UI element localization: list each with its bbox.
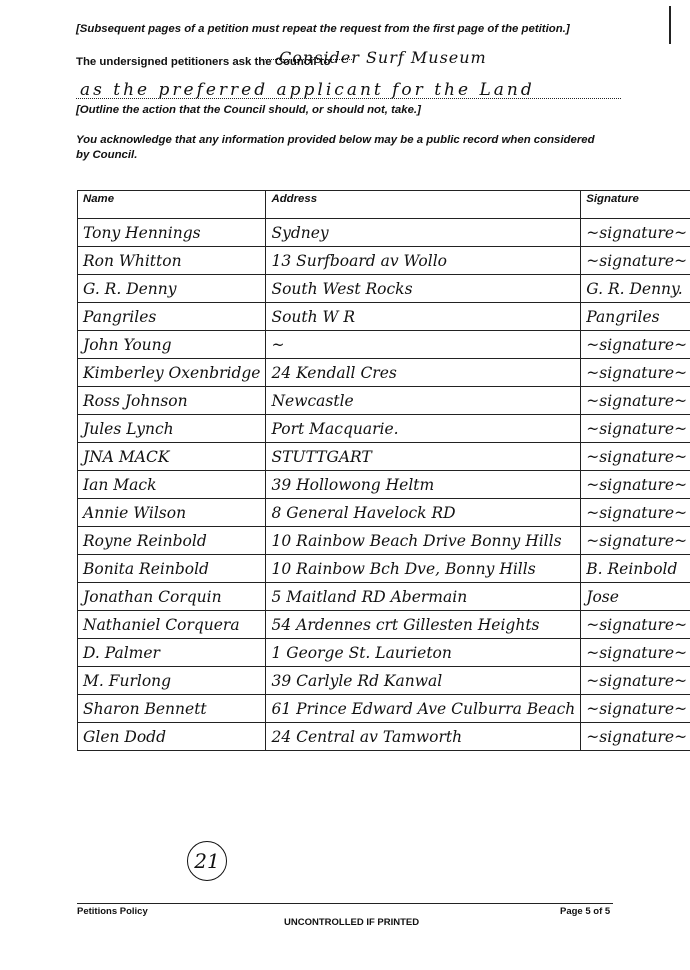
row-name: Ron Whitton [78, 247, 266, 275]
row-signature: ~signature~ [581, 247, 690, 275]
handwritten-page-count: 21 [187, 841, 227, 881]
signature-table [77, 190, 690, 751]
table-row [78, 303, 690, 331]
row-address: South W R [266, 303, 581, 331]
ask-prefix: The undersigned petitioners ask the Council to [76, 56, 331, 68]
row-name: D. Palmer [78, 639, 266, 667]
row-address: 13 Surfboard av Wollo [266, 247, 581, 275]
header-signature: Signature [581, 191, 690, 219]
row-signature: ~signature~ [581, 667, 690, 695]
row-name: Nathaniel Corquera [78, 611, 266, 639]
table-row [78, 331, 690, 359]
row-address: 39 Carlyle Rd Kanwal [266, 667, 581, 695]
ask-second-line [76, 80, 621, 102]
header-name: Name [78, 191, 266, 219]
row-address: ~ [266, 331, 581, 359]
margin-rule [669, 6, 671, 44]
table-row [78, 415, 690, 443]
row-signature: ~signature~ [581, 359, 690, 387]
outline-note: [Outline the action that the Council should, or should not, take.] [76, 104, 421, 116]
table-row [78, 639, 690, 667]
table-row [78, 555, 690, 583]
row-signature: G. R. Denny. [581, 275, 690, 303]
row-name: JNA MACK [78, 443, 266, 471]
row-address: 1 George St. Laurieton [266, 639, 581, 667]
row-address: 24 Kendall Cres [266, 359, 581, 387]
row-address: 10 Rainbow Beach Drive Bonny Hills [266, 527, 581, 555]
subsequent-pages-note: [Subsequent pages of a petition must repeat the request from the first page of the petition.] [76, 23, 570, 35]
table-row [78, 695, 690, 723]
table-row [78, 359, 690, 387]
table-row [78, 471, 690, 499]
row-name: Jonathan Corquin [78, 583, 266, 611]
row-address: Newcastle [266, 387, 581, 415]
footer-page-number: Page 5 of 5 [560, 906, 611, 917]
footer-uncontrolled: UNCONTROLLED IF PRINTED [284, 917, 420, 928]
row-address: 24 Central av Tamworth [266, 723, 581, 751]
acknowledgement-text: You acknowledge that any information provided below may be a public record when considered by Council. [76, 134, 595, 161]
row-signature: Jose [581, 583, 690, 611]
table-row [78, 611, 690, 639]
row-address: 10 Rainbow Bch Dve, Bonny Hills [266, 555, 581, 583]
row-signature: ~signature~ [581, 443, 690, 471]
row-address: 8 General Havelock RD [266, 499, 581, 527]
row-name: Kimberley Oxenbridge [78, 359, 266, 387]
row-name: M. Furlong [78, 667, 266, 695]
row-signature: ~signature~ [581, 387, 690, 415]
table-row [78, 723, 690, 751]
row-name: Annie Wilson [78, 499, 266, 527]
row-address: 39 Hollowong Heltm [266, 471, 581, 499]
row-address: Sydney [266, 219, 581, 247]
table-row [78, 527, 690, 555]
row-signature: ~signature~ [581, 611, 690, 639]
row-address: STUTTGART [266, 443, 581, 471]
row-signature: ~signature~ [581, 471, 690, 499]
footer-divider [77, 903, 613, 904]
table-row [78, 387, 690, 415]
row-signature: ~signature~ [581, 415, 690, 443]
row-address: 5 Maitland RD Abermain [266, 583, 581, 611]
row-signature: ~signature~ [581, 695, 690, 723]
row-name: Pangriles [78, 303, 266, 331]
ask-dotted-line-2 [76, 98, 621, 99]
row-address: 54 Ardennes crt Gillesten Heights [266, 611, 581, 639]
row-signature: ~signature~ [581, 723, 690, 751]
row-name: Ian Mack [78, 471, 266, 499]
table-row [78, 219, 690, 247]
row-name: Royne Reinbold [78, 527, 266, 555]
row-name: Ross Johnson [78, 387, 266, 415]
footer-policy-name: Petitions Policy [77, 906, 148, 917]
row-name: Bonita Reinbold [78, 555, 266, 583]
table-row [78, 499, 690, 527]
row-signature: Pangriles [581, 303, 690, 331]
row-signature: ~signature~ [581, 527, 690, 555]
row-address: 61 Prince Edward Ave Culburra Beach [266, 695, 581, 723]
row-signature: ~signature~ [581, 639, 690, 667]
row-address: South West Rocks [266, 275, 581, 303]
row-name: G. R. Denny [78, 275, 266, 303]
row-address: Port Macquarie. [266, 415, 581, 443]
header-address: Address [266, 191, 581, 219]
row-name: Jules Lynch [78, 415, 266, 443]
row-signature: ~signature~ [581, 331, 690, 359]
ask-handwritten-line-2: as the preferred applicant for the Land [80, 80, 535, 100]
row-signature: B. Reinbold [581, 555, 690, 583]
table-header-row [78, 191, 690, 219]
row-signature: ~signature~ [581, 219, 690, 247]
row-name: John Young [78, 331, 266, 359]
row-signature: ~signature~ [581, 499, 690, 527]
row-name: Sharon Bennett [78, 695, 266, 723]
table-row [78, 667, 690, 695]
row-name: Glen Dodd [78, 723, 266, 751]
table-row [78, 583, 690, 611]
table-row [78, 443, 690, 471]
signature-rows [78, 219, 690, 751]
ask-handwritten-line-1: Consider Surf Museum [279, 48, 487, 67]
table-row [78, 275, 690, 303]
table-row [78, 247, 690, 275]
row-name: Tony Hennings [78, 219, 266, 247]
